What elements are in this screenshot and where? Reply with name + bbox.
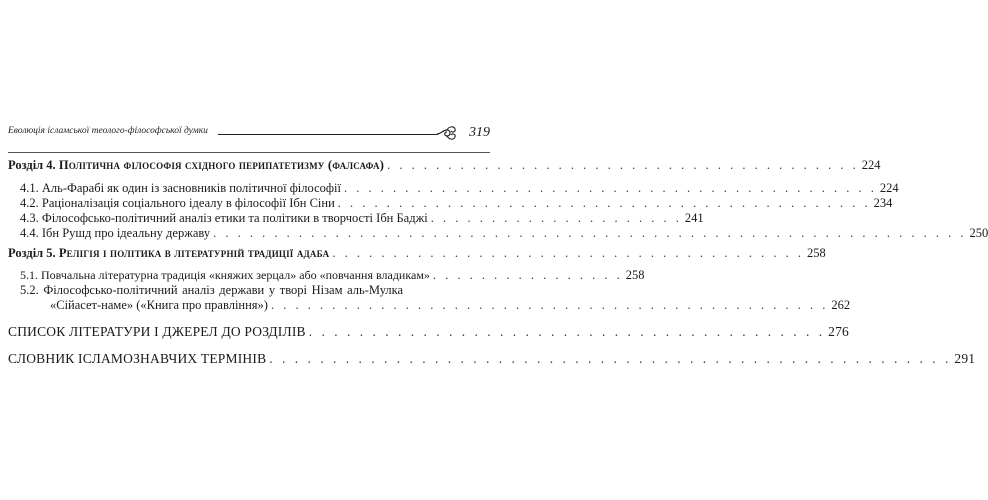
leader-dots: . . . . . . . . . . . . . . . . . . . . . . . . . . . . . . . . . . . . . . . xyxy=(387,158,859,172)
section-5-title: Релігія і політика в літературній традиції адаба xyxy=(58,246,330,260)
section-5-page: 258 xyxy=(807,246,826,260)
toc-item-line1[interactable] xyxy=(20,283,490,298)
glossary-page: 291 xyxy=(954,351,976,366)
toc-item[interactable]: 4.3. Філософсько-політичний аналіз етики та політики в творчості Ібн Баджі . . . . . . . . . . . . . . . . . . . . . 241 xyxy=(20,211,704,225)
toc-item-page: 258 xyxy=(625,268,645,282)
toc-section-5[interactable] xyxy=(8,246,826,261)
glossary-label: СЛОВНИК ІСЛАМОЗНАВЧИХ ТЕРМІНІВ xyxy=(8,351,267,366)
header-rule xyxy=(218,134,438,135)
toc-item[interactable]: 4.1. Аль-Фарабі як один із засновників політичної філософії . . . . . . . . . . . . . . . . . . . . . . . . . . . . . . . . . . . . . . . . . . . . 224 xyxy=(20,181,899,195)
running-title: Еволюція ісламської теолого-філософської думки xyxy=(8,126,208,136)
toc-bibliography[interactable]: СПИСОК ЛІТЕРАТУРИ І ДЖЕРЕЛ ДО РОЗДІЛІВ . . . . . . . . . . . . . . . . . . . . . . . . . . . . . . . . . . . . . . . . . 276 xyxy=(8,324,849,339)
divider xyxy=(8,152,490,153)
section-4-number: Розділ 4. xyxy=(8,158,56,172)
toc-item-page: 234 xyxy=(873,196,893,210)
bibliography-page: 276 xyxy=(828,324,849,339)
toc-item-page: 241 xyxy=(684,211,704,225)
toc-item-line2[interactable]: «Сійасет-наме» («Книга про правління») . . . . . . . . . . . . . . . . . . . . . . . . . . . . . . . . . . . . . . . . . . . . . . 262 xyxy=(50,298,851,312)
toc-item[interactable]: 4.4. Ібн Рушд про ідеальну державу . . . . . . . . . . . . . . . . . . . . . . . . . . . . . . . . . . . . . . . . . . . . . . . . . . . . . . . . . . . . . . 250 xyxy=(20,226,988,240)
toc-item-page: 262 xyxy=(831,298,851,312)
section-4-page: 224 xyxy=(861,158,881,172)
bibliography-label: СПИСОК ЛІТЕРАТУРИ І ДЖЕРЕЛ ДО РОЗДІЛІВ xyxy=(8,324,306,339)
toc-item-label: 4.3. Філософсько-політичний аналіз етики та політики в творчості Ібн Баджі xyxy=(20,211,428,225)
running-header xyxy=(8,124,490,142)
section-5-number: Розділ 5. xyxy=(8,246,56,260)
toc-item[interactable]: 4.2. Раціоналізація соціального ідеалу в філософії Ібн Сіни . . . . . . . . . . . . . . . . . . . . . . . . . . . . . . . . . . . . . . . . . . . . 234 xyxy=(20,196,893,210)
toc-section-4[interactable] xyxy=(8,158,881,173)
toc-item-label: «Сійасет-наме» («Книга про правління») xyxy=(50,298,268,312)
leader-dots: . . . . . . . . . . . . . . . . . . . . . . . . . . . . . . . . . . . . . . . xyxy=(332,246,804,260)
ornament-icon xyxy=(436,125,458,141)
toc-item-label: 4.2. Раціоналізація соціального ідеалу в філософії Ібн Сіни xyxy=(20,196,335,210)
section-4-title: Політична філософія східного перипатетизму (фалсафа) xyxy=(58,158,385,172)
toc-item-label: 4.1. Аль-Фарабі як один із засновників політичної філософії xyxy=(20,181,341,195)
toc-item-label: 4.4. Ібн Рушд про ідеальну державу xyxy=(20,226,211,240)
toc-item[interactable]: 5.1. Повчальна літературна традиція «княжих зерцал» або «повчання владикам» . . . . . . . . . . . . . . . . 258 xyxy=(20,268,645,282)
toc-glossary[interactable]: СЛОВНИК ІСЛАМОЗНАВЧИХ ТЕРМІНІВ . . . . . . . . . . . . . . . . . . . . . . . . . . . . . . . . . . . . . . . . . . . . . . . . . . . . . . 291 xyxy=(8,351,976,366)
toc-item-page: 250 xyxy=(969,226,988,240)
page-number: 319 xyxy=(469,125,490,140)
toc-item-label: 5.2. Філософсько-політичний аналіз держави у творі Нізам аль-Мулка xyxy=(20,283,404,297)
toc-item-label: 5.1. Повчальна літературна традиція «княжих зерцал» або «повчання владикам» xyxy=(20,268,430,282)
toc-item-page: 224 xyxy=(879,181,899,195)
